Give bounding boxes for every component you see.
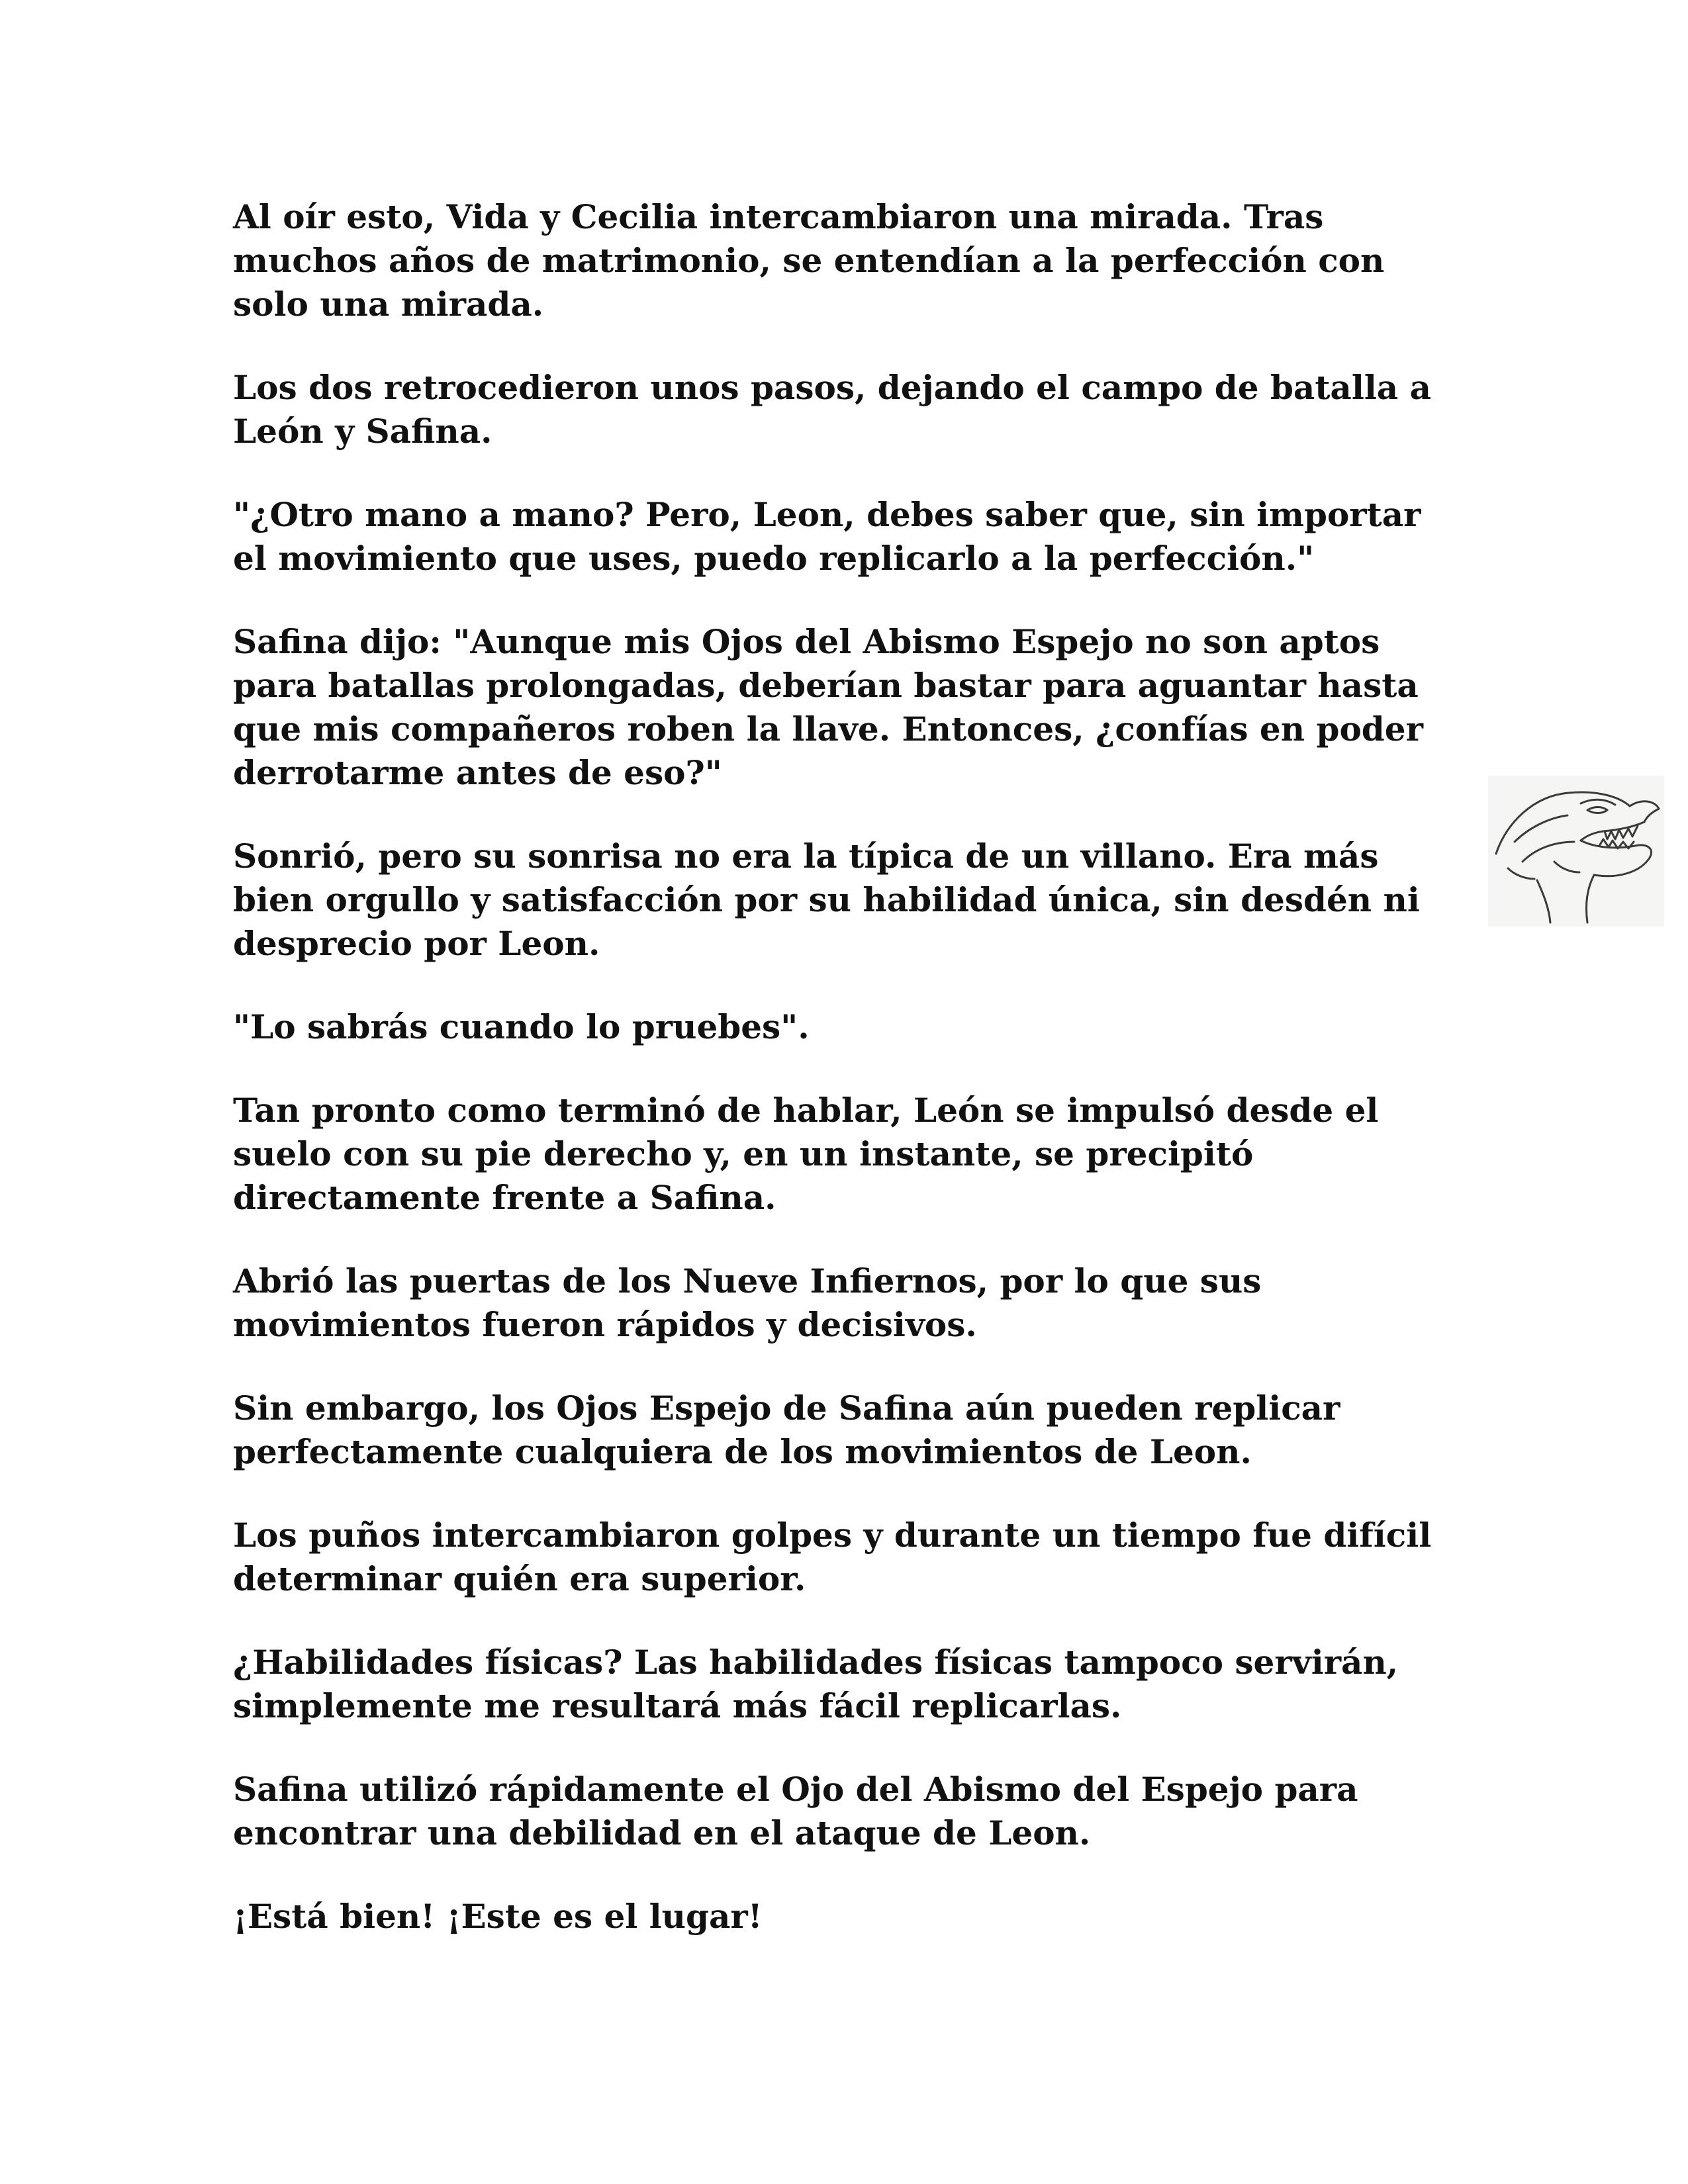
paragraph-3: "¿Otro mano a mano? Pero, Leon, debes saber que, sin importar el movimiento que uses, puedo replicarlo a la perfección." (233, 495, 1421, 578)
paragraph-4: Safina dijo: "Aunque mis Ojos del Abismo Espejo no son aptos para batallas prolongadas, deberían bastar para aguantar hasta que mis compañeros roben la llave. Entonces, ¿confías en poder derrotarme antes de eso?" (233, 622, 1423, 792)
paragraph-5: Sonrió, pero su sonrisa no era la típica de un villano. Era más bien orgullo y satisfacción por su habilidad única, sin desdén ni desprecio por Leon. (233, 837, 1420, 963)
body-text (233, 195, 1451, 1938)
paragraph-10: Los puños intercambiaron golpes y durante un tiempo fue difícil determinar quién era superior. (233, 1516, 1432, 1598)
dinosaur-head-icon (1488, 776, 1664, 927)
paragraph-2: Los dos retrocedieron unos pasos, dejando el campo de batalla a León y Safina. (233, 368, 1432, 451)
paragraph-13: ¡Está bien! ¡Este es el lugar! (233, 1897, 763, 1936)
paragraph-7: Tan pronto como terminó de hablar, León se impulsó desde el suelo con su pie derecho y, en un instante, se precipitó directamente frente a Safina. (233, 1091, 1379, 1217)
paragraph-9: Sin embargo, los Ojos Espejo de Safina aún pueden replicar perfectamente cualquiera de los movimientos de Leon. (233, 1388, 1340, 1471)
paragraph-12: Safina utilizó rápidamente el Ojo del Abismo del Espejo para encontrar una debilidad en el ataque de Leon. (233, 1770, 1358, 1852)
paragraph-1: Al oír esto, Vida y Cecilia intercambiaron una mirada. Tras muchos años de matrimonio, se entendían a la perfección con solo una mirada. (233, 197, 1385, 324)
paragraph-11: ¿Habilidades físicas? Las habilidades físicas tampoco servirán, simplemente me resultará más fácil replicarlas. (233, 1643, 1399, 1725)
paragraph-6: "Lo sabrás cuando lo pruebes". (233, 1007, 810, 1046)
paragraph-8: Abrió las puertas de los Nueve Infiernos, por lo que sus movimientos fueron rápidos y decisivos. (233, 1261, 1262, 1344)
